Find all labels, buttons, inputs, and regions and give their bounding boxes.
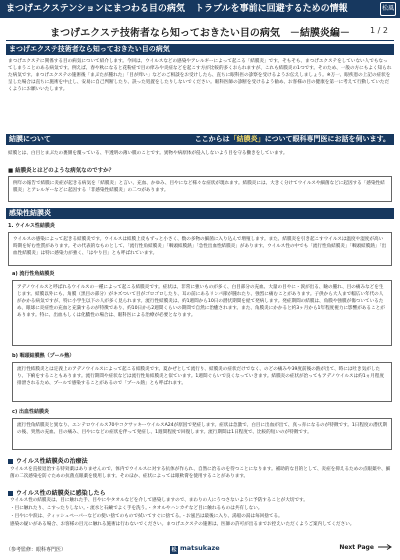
square-bullet-icon bbox=[8, 491, 13, 496]
supervisor-note: （参考監修：眼科専門医） bbox=[6, 547, 67, 553]
section-about-title: 結膜について bbox=[9, 135, 51, 143]
treat-text: ウイルスを直接退治する特効薬はありませんので、体内でウイルスに対する抗体が作られ、自然に治るのを待つことになります。補助的な目的として、炎症を抑えるための点眼薬や、細菌の二次感染を防ぐための抗菌点眼薬を使用します。そのほか、症状によっては眼軟膏を使用することがあります。 bbox=[10, 467, 391, 479]
a-box-text: アデノウイルスと呼ばれるウイルスの一種によって起こる結膜炎です。症状は、非常に強いものが多く、白目部分の充血、大量の目やに・涙が出る、瞼の腫れ、目の痛みなどを生じます。結膜以外にも、角膜（黒目の部分）がキズついて目がゴロゴロしたり、耳の前にあるリンパ節が腫れたり、強烈に痛むことがあります。子供から大人まで幅広い年代の人がかかる病気ですが、特に小学生以下の人が多く見られます。流行性結膜炎は、約1週間から10日の潜伏期間を経て発病します。発症期間の結膜は、角膜や強膜が傷ついているため、眼球に炎症性の充血と充満するのが特徴であり、約10日から2週間くらいの期間で自然に治癒されます。また、角膜炎にかかると約3ヶ月から1年程度視力に影響があることがあります。特に、出血もしくは化膿性の場合は、眼科医による治療が必要となります。 bbox=[17, 285, 385, 318]
arrow-right-icon bbox=[378, 544, 392, 550]
section-about-bar bbox=[6, 134, 394, 145]
intro-text: まつげエクステに関係する目の病気について紹介します。今回は、ウイルスなどの感染やアレルギーによって起こる「結膜炎」です。そもそも、まつげエクステをしていない人でもなってしまうことのある病気です。例えば、春や秋になると花粉症で目の痒みや炎症などを起こす方が比較的多くおられますが、これも結膜炎の1つです。そのため、一般の方にもよく知られた病気です。まつげエクステの施術後「まぶたが腫れた」「目が痒い」などのご相談をお受けしたら、直ちに眼科医の診察を受けるようお伝えしましょう。※万一、眼疾患の上記の症状を呈した場合は直ちに施術を中止し、安易に自己判断したり、誤った処置をしたりしないでください。眼科医師の診断を受けるよう勧め、お客様の目の健康を第一に考えて行動していただくようにお願いいたします。 bbox=[8, 59, 392, 92]
virus-box bbox=[8, 232, 392, 266]
section-infect-title: 感染性結膜炎 bbox=[9, 209, 51, 217]
a-title: a) 流行性角結膜炎 bbox=[12, 271, 55, 277]
top-banner bbox=[0, 0, 400, 18]
title-divider bbox=[6, 40, 394, 41]
b-box bbox=[12, 362, 392, 402]
topic-title: まつげエクステンションにまつわる目の病気 bbox=[6, 4, 185, 14]
prevent-line: 感染の疑いがある場合、お客様の目元に触れる施術は行わないでください。まつげエクステの施術は、医師の許可が出るまでお控えいただくようご案内してください。 bbox=[10, 522, 355, 527]
headline: トラブルを事前に回避するための情報 bbox=[195, 4, 348, 14]
next-page-link[interactable]: Next Page bbox=[339, 544, 392, 551]
b-title: b) 咽頭結膜熱（プール熱） bbox=[12, 353, 75, 359]
treat-heading: ウイルス性結膜炎の治療法 bbox=[8, 456, 88, 465]
b-box-text: 流行性結膜炎とは定義上のアデノウイルスによって起こる結膜炎です。夏かぜとして流行り、結膜炎の症状だけでなく、のどの痛みや39度前後の熱が出て、時には吐き気がしたり、下痢をすることもあります。流行期間や症状などは流行性角結膜炎と似ています。1週間ぐらいで良くなっていきます。結膜炎の症状が治ってもアデノウイルスは約1ヵ月程度排泄されるため、プールで感染することがあるので「プール熱」とも呼ばれます。 bbox=[17, 367, 385, 386]
c-box bbox=[12, 418, 392, 450]
prevent-line: ・目やにや涙は、ティッシュペーパーなどの使い捨てのもので拭いてすぐに捨てる。・お風呂は最後に入り、湯船の湯は毎回捨てる。 bbox=[10, 514, 283, 519]
document-title: まつげエクステ技術者なら知っておきたい目の病気 －結膜炎編－ bbox=[50, 28, 350, 39]
section-intro-title: まつげエクステ技術者なら知っておきたい目の病気 bbox=[9, 45, 170, 53]
question-heading: ■ 結膜炎とはどのような病気なのですか？ bbox=[8, 168, 115, 174]
page-number: 1 / 2 bbox=[370, 26, 388, 35]
a-box bbox=[12, 280, 392, 346]
brand-mark-icon: 松 bbox=[171, 547, 177, 553]
virus-subtitle: 1. ウイルス性結膜炎 bbox=[8, 223, 55, 229]
prevent-line: ・目に触れたり、こすったりしない。・流水と石鹸でよく手を洗う。・タオルやハンカチなど目に触れるものは共有しない。 bbox=[10, 506, 263, 511]
footer-brand: 松 matsukaze bbox=[171, 544, 220, 553]
section-infect-bar bbox=[6, 208, 394, 219]
square-bullet-icon bbox=[8, 459, 13, 464]
section-intro-bar bbox=[6, 44, 394, 55]
what-box-text: 例年の報告で結膜に炎症が起きる病気を「結膜炎」と言い、充血、かゆみ、目やになど様々な症状が現れます。結膜炎には、大きく分けてウイルスや細菌などに起因する「感染性結膜炎」とアレルギーなどに起因する「非感染性結膜炎」の二つがあります。 bbox=[13, 181, 385, 193]
brand-logo: 松風 bbox=[380, 2, 396, 16]
virus-box-text: ウイルスの感染によって起きる結膜炎です。ウイルスは結膜上皮もずっと小さく、数の多物の細菌に入り込んで増殖します。また、結膜炎を引き起こすウイルスは温度や湿度が高い時期を好む性質があります。その代表的なものとして、「流行性角結膜炎」「咽頭結膜熱」「急性出血性結膜炎」があります。ウイルス性の中でも「流行性角結膜炎」「咽頭結膜熱」「出血性結膜炎」は特に感染力が強く、「はやり目」とも呼ばれています。 bbox=[13, 237, 387, 256]
c-title: c) 出血性結膜炎 bbox=[12, 409, 49, 415]
about-note: ここからは「結膜炎」について眼科専門医にお話を伺います。 bbox=[194, 135, 390, 143]
about-text: 結膜とは、白目とまぶたの裏側を覆っている、半透明の薄い膜のことです。異物や病原体が侵入しないよう目を守る働きをしています。 bbox=[8, 151, 288, 156]
c-box-text: 流行性角結膜炎と異なり、エンテロウイルス70やコクサッキーウイルスA24が原因で発症します。症状は急激で、白目に出血が出て、真っ赤になるのが特徴です。1日程度の潜伏期の後、突然の充血、目の痛み、目やになどの症状を伴って発症し、1週間程度で回復します。流行期間は1日程度で、比較的短いのが特徴です。 bbox=[17, 423, 387, 435]
what-box bbox=[8, 176, 392, 202]
prevent-heading: ウイルス性の結膜炎に感染したら bbox=[8, 488, 106, 497]
prevent-line: ウイルス性の結膜炎は、目に触れた手、目やにやタオルなどを介して感染しますので、まわりの人にうつさないように予防することが大切です。 bbox=[10, 498, 308, 503]
